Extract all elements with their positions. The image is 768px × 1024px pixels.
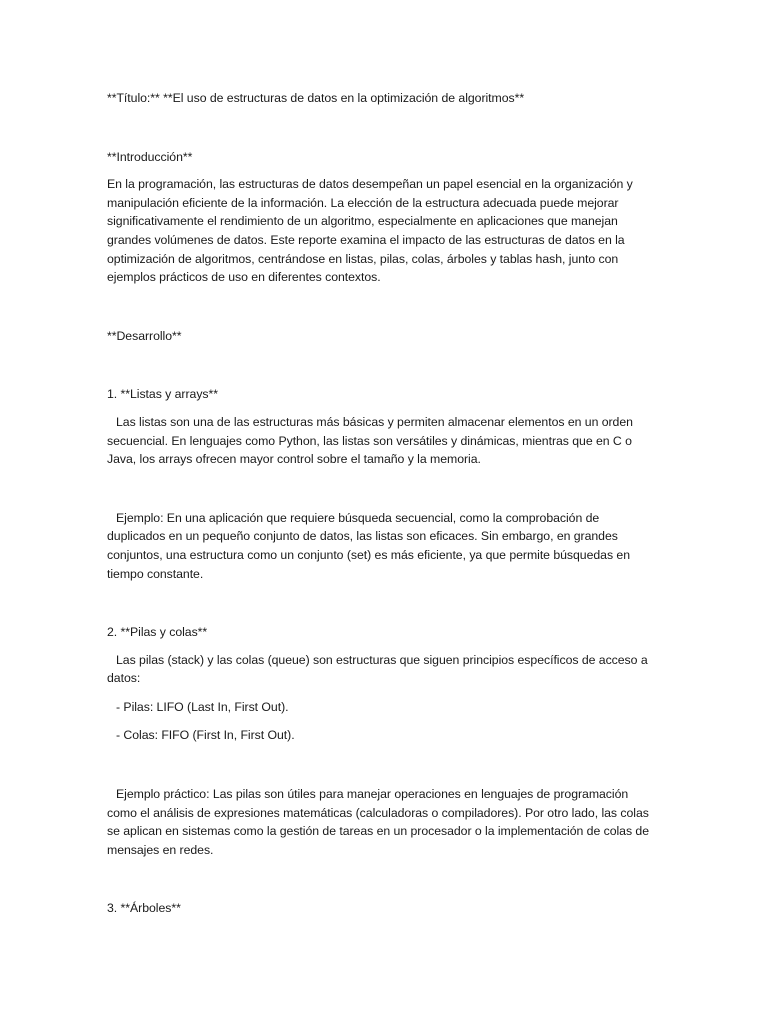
intro-heading: **Introducción** — [107, 149, 193, 164]
section2-paragraph: Las pilas (stack) y las colas (queue) son estructuras que siguen principios específicos de acceso a datos: — [107, 652, 648, 686]
section3-heading: 3. **Árboles** — [107, 901, 181, 916]
section1-paragraph: Las listas son una de las estructuras más básicas y permiten almacenar elementos en un orden secuencial. En lenguajes como Python, las listas son versátiles y dinámicas, mientras que en C o Java, los arrays ofrecen mayor control sobre el tamaño y la memoria. — [107, 414, 633, 467]
section1-example: Ejemplo: En una aplicación que requiere búsqueda secuencial, como la comprobación de duplicados en un pequeño conjunto de datos, las listas son eficaces. Sin embargo, en grandes conjuntos, una estructura como un conjunto (set) es más eficiente, ya que permite búsquedas en tiempo constante. — [107, 510, 631, 581]
document-title: **Título:** **El uso de estructuras de datos en la optimización de algoritmos** — [107, 91, 525, 105]
document-body — [107, 89, 655, 927]
section1-heading: 1. **Listas y arrays** — [107, 387, 218, 402]
section2-bullet-stacks: - Pilas: LIFO (Last In, First Out). — [116, 699, 289, 714]
intro-paragraph: En la programación, las estructuras de datos desempeñan un papel esencial en la organización y manipulación eficiente de la información. La elección de la estructura adecuada puede mejorar significativamente el rendimiento de un algoritmo, especialmente en aplicaciones que manejan grandes volúmenes de datos. Este reporte examina el impacto de las estructuras de datos en la optimización de algoritmos, centrándose en listas, pilas, colas, árboles y tablas hash, junto con ejemplos prácticos de uso en diferentes contextos. — [107, 177, 633, 285]
development-heading: **Desarrollo** — [107, 328, 182, 343]
section2-example: Ejemplo práctico: Las pilas son útiles para manejar operaciones en lenguajes de programación como el análisis de expresiones matemáticas (calculadoras o compiladores). Por otro lado, las colas se aplican en sistemas como la gestión de tareas en un procesador o la implementación de colas de mensajes en redes. — [107, 787, 649, 857]
section2-heading: 2. **Pilas y colas** — [107, 625, 208, 640]
section2-bullet-queues: - Colas: FIFO (First In, First Out). — [116, 728, 295, 743]
